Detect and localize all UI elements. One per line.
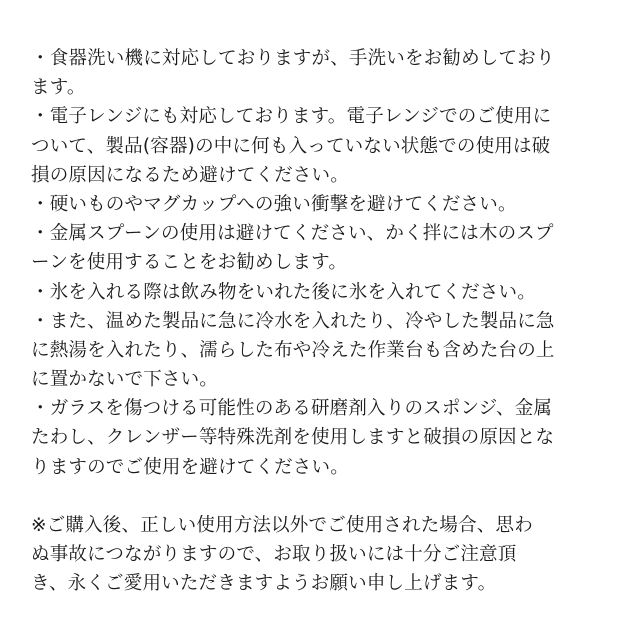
paragraph-gap	[31, 482, 616, 511]
text-line: ・氷を入れる際は飲み物をいれた後に氷を入れてください。	[31, 281, 536, 303]
text-line: ーンを使用することをお勧めします。	[31, 252, 348, 274]
text-line: ・食器洗い機に対応しておりますが、手洗いをお勧めしており	[31, 48, 555, 69]
notice-line: ぬ事故につながりますので、お取り扱いには十分ご注意頂	[31, 544, 517, 566]
text-line: 損の原因になるため避けてください。	[31, 164, 349, 186]
text-line: に置かないで下さい。	[31, 369, 219, 391]
text-line: ・硬いものやマグカップへの強い衝撃を避けてください。	[31, 193, 517, 215]
text-line: りますのでご使用を避けてください。	[31, 456, 349, 478]
care-notes-section	[31, 44, 616, 482]
notice-line: き、永くご愛用いただきますようお願い申し上げます。	[31, 573, 497, 595]
text-line: ます。	[31, 77, 86, 99]
text-line: に熱湯を入れたり、濡らした布や冷えた作業台も含めた台の上	[31, 339, 555, 361]
product-care-document	[31, 44, 616, 599]
text-line: ・電子レンジにも対応しております。電子レンジでのご使用に	[31, 106, 552, 128]
text-line: ついて、製品(容器)の中に何も入っていない状態での使用は破	[31, 135, 551, 157]
text-line: ・金属スプーンの使用は避けてください、かく拌には木のスプ	[31, 223, 554, 245]
text-line: ・また、温めた製品に急に冷水を入れたり、冷やした製品に急	[31, 310, 555, 332]
notice-section	[31, 511, 616, 599]
text-line: たわし、クレンザー等特殊洗剤を使用しますと破損の原因とな	[31, 427, 555, 449]
notice-line: ※ご購入後、正しい使用方法以外でご使用された場合、思わ	[31, 515, 533, 536]
text-line: ・ガラスを傷つける可能性のある研磨剤入りのスポンジ、金属	[31, 398, 553, 420]
